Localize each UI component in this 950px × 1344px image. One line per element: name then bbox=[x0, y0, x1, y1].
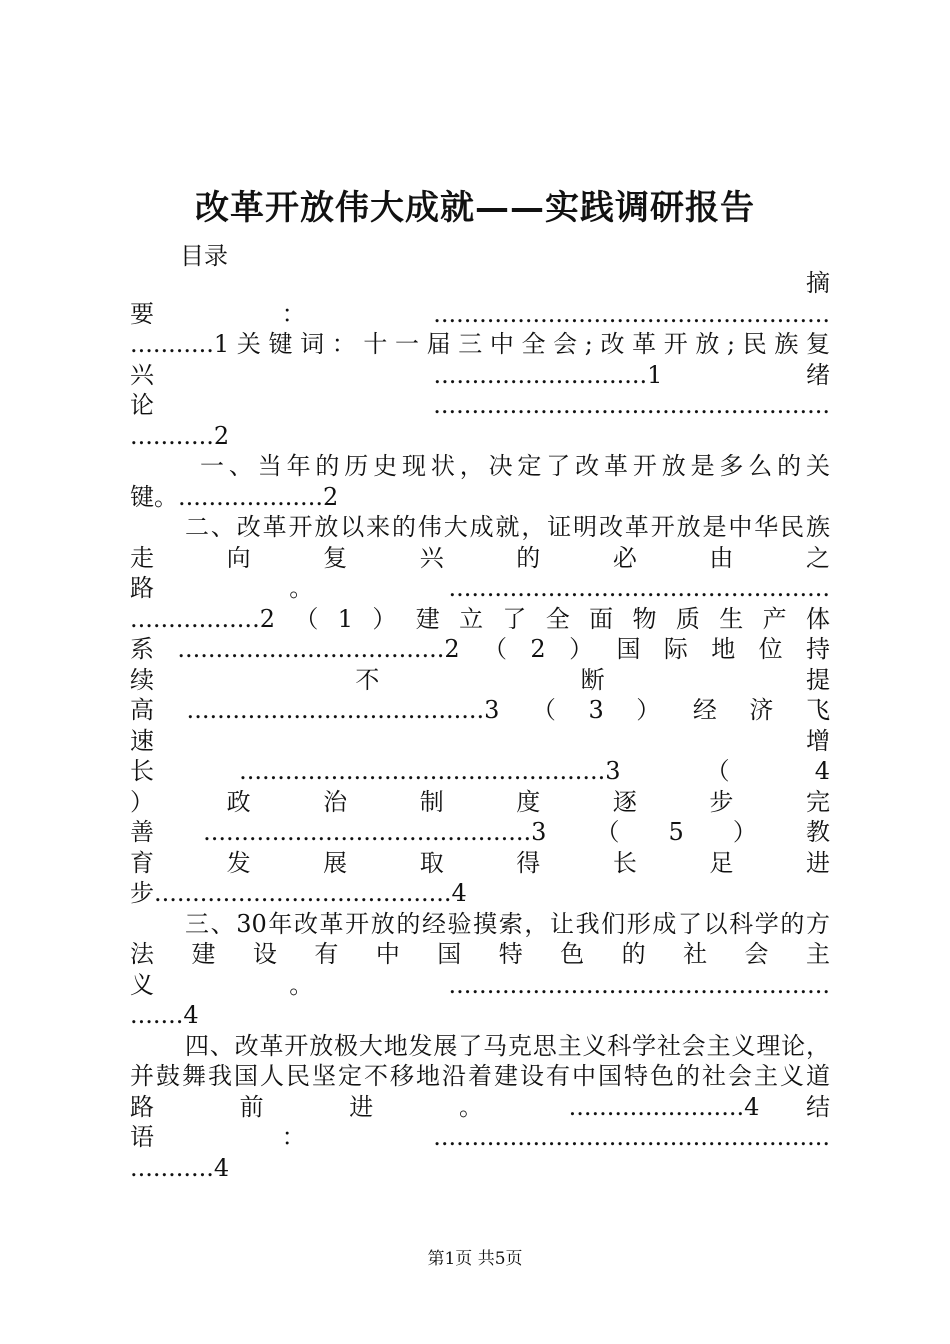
toc-line: 语：.................................................... bbox=[130, 1123, 830, 1151]
toc-line: .................2（1）建立了全面物质生产体 bbox=[130, 604, 830, 633]
toc-line: 长................................................3（4 bbox=[130, 757, 830, 785]
toc-line: 并鼓舞我国人民坚定不移地沿着建设有中国特色的社会主义道 bbox=[130, 1062, 830, 1090]
toc-line: 摘 bbox=[806, 269, 830, 297]
toc-line: 高.......................................3（3）经济飞 bbox=[130, 696, 830, 724]
toc-line: 路 前 进 。 .......................4 结 bbox=[130, 1092, 830, 1121]
toc-line: 走 向 复 兴 的 必 由 之 bbox=[130, 543, 830, 572]
document-title: 改革开放伟大成就——实践调研报告 bbox=[195, 188, 755, 228]
toc-line: 一、当年的历史现状，决定了改革开放是多么的关 bbox=[200, 452, 830, 480]
toc-body bbox=[130, 268, 830, 1183]
toc-line: .......4 bbox=[130, 1001, 199, 1029]
toc-line: 路。.................................................. bbox=[130, 574, 830, 602]
toc-line: 法 建 设 有 中 国 特 色 的 社 会 主 bbox=[130, 940, 830, 968]
toc-line: 论.................................................... bbox=[130, 391, 830, 419]
toc-line: 速 增 bbox=[130, 726, 830, 755]
toc-line: 续 不 断 提 bbox=[130, 665, 830, 694]
toc-line: 键。...................2 bbox=[130, 482, 339, 511]
toc-line: 善...........................................3（5）教 bbox=[130, 818, 830, 846]
toc-line: 四、改革开放极大地发展了马克思主义科学社会主义理论， bbox=[185, 1031, 830, 1060]
toc-line: 三、30年改革开放的经验摸索，让我们形成了以科学的方 bbox=[185, 909, 830, 938]
toc-line: 系...................................2（2）国际地位持 bbox=[130, 635, 830, 663]
toc-line: 兴 ............................1 绪 bbox=[130, 360, 830, 389]
toc-line: ） 政 治 制 度 逐 步 完 bbox=[130, 787, 830, 816]
toc-line: 二、改革开放以来的伟大成就，证明改革开放是中华民族 bbox=[185, 513, 830, 541]
toc-line: 育 发 展 取 得 长 足 进 bbox=[130, 848, 830, 877]
toc-line: ...........1关键词：十一届三中全会;改革开放;民族复 bbox=[130, 330, 830, 358]
toc-line: ...........2 bbox=[130, 421, 230, 450]
toc-line: ...........4 bbox=[130, 1153, 230, 1182]
toc-label: 目录 bbox=[180, 242, 228, 270]
toc-line: 要：.................................................... bbox=[130, 299, 830, 328]
toc-line: 义。.................................................. bbox=[130, 970, 830, 999]
toc-line: 步.......................................4 bbox=[130, 879, 467, 907]
page-footer: 第1页 共5页 bbox=[427, 1249, 523, 1269]
